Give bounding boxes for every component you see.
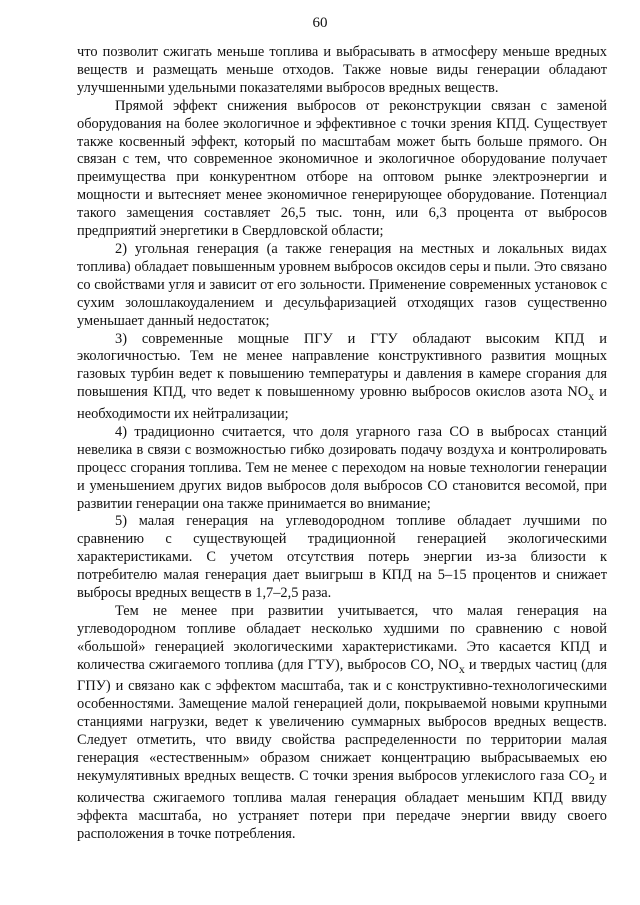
text-run: 3) современные мощные ПГУ и ГТУ обладают высоким КПД и экологичностью. Тем не менее направление конструктивного развития мощных газовых турбин ведет к повышению температуры и давления в камере сгорания для повышения КПД, что ведет к повышенному уровню выбросов окислов азота NO: [77, 330, 607, 401]
paragraph: [77, 241, 607, 331]
text-run: и необходимости их нейтрализации;: [77, 384, 607, 422]
paragraph: [77, 513, 607, 603]
page-number: 60: [312, 15, 328, 31]
text-run: и твердых частиц (для ГПУ) и связано как с эффектом масштаба, так и с конструктивно-технологическими особенностями. Замещение малой генерацией доли, покрываемой новыми крупными станциями нагрузки, ведет к увеличению суммарных выбросов вредных веществ. Следует отметить, что ввиду свойства распределенности по территории малая генерация «естественным» образом снижает концентрацию выбрасываемых ею некумулятивных вредных веществ. С точки зрения выбросов углекислого газа СО: [77, 656, 607, 784]
text-run: 4) традиционно считается, что доля угарного газа СО в выбросах станций невелика в связи с возможностью гибко дозировать подачу воздуха и контролировать процесс сгорания топлива. Тем не менее с переходом на новые технологии генерации и уменьшением других видов выбросов доля выбросов СО становится весомой, при развитии генерации она также принимается во внимание;: [77, 423, 607, 512]
paragraph: [77, 98, 607, 241]
text-run: 5) малая генерация на углеводородном топливе обладает лучшими по сравнению с существующей традиционной генерацией экологическими характеристиками. С учетом отсутствия потерь энергии из-за близости к потребителю малая генерация дает выигрыш в КПД на 5–15 процентов и снижает выбросы вредных веществ в 1,7–2,5 раза.: [77, 513, 607, 602]
text-run: что позволит сжигать меньше топлива и выбрасывать в атмосферу меньше вредных веществ и размещать меньше отходов. Также новые виды генерации обладают улучшенными удельными показателями выбросов вредных веществ.: [77, 44, 607, 96]
subscript: x: [458, 661, 465, 676]
paragraph: [77, 424, 607, 514]
text-run: Тем не менее при развитии учитывается, что малая генерация на углеводородном топливе обладает несколько худшими по сравнению с новой «большой» генерацией экологическими характеристиками. Это касается КПД и количества сжигаемого топлива (для ГТУ), выбросов СО, NO: [77, 602, 607, 673]
paragraph: [77, 44, 607, 98]
document-body: [77, 44, 607, 844]
text-run: Прямой эффект снижения выбросов от реконструкции связан с заменой оборудования на более экологичное и эффективное с точки зрения КПД. Существует также косвенный эффект, который по масштабам может быть больше прямого. Он связан с тем, что современное экономичное и экологичное оборудование получает преимущества при конкурентном отборе на оптовом рынке электроэнергии и мощности и вытесняет менее экономичное генерирующее оборудование. Потенциал такого замещения составляет 26,5 тыс. тонн, или 6,3 процента от выбросов предприятий энергетики в Свердловской области;: [77, 97, 607, 240]
subscript: x: [588, 389, 595, 404]
paragraph: [77, 603, 607, 844]
subscript: 2: [588, 772, 595, 787]
paragraph: [77, 331, 607, 424]
text-run: и количества сжигаемого топлива малая генерация обладает меньшим КПД ввиду эффекта масштаба, но устраняет потери при передаче энергии ввиду своего расположения в точке потребления.: [77, 768, 607, 842]
text-run: 2) угольная генерация (а также генерация на местных и локальных видах топлива) обладает повышенным уровнем выбросов оксидов серы и пыли. Это связано со свойствами угля и зависит от его зольности. Применение современных установок с сухим золошлакоудалением и десульфаризацией отходящих газов существенно уменьшает данный недостаток;: [77, 240, 607, 329]
